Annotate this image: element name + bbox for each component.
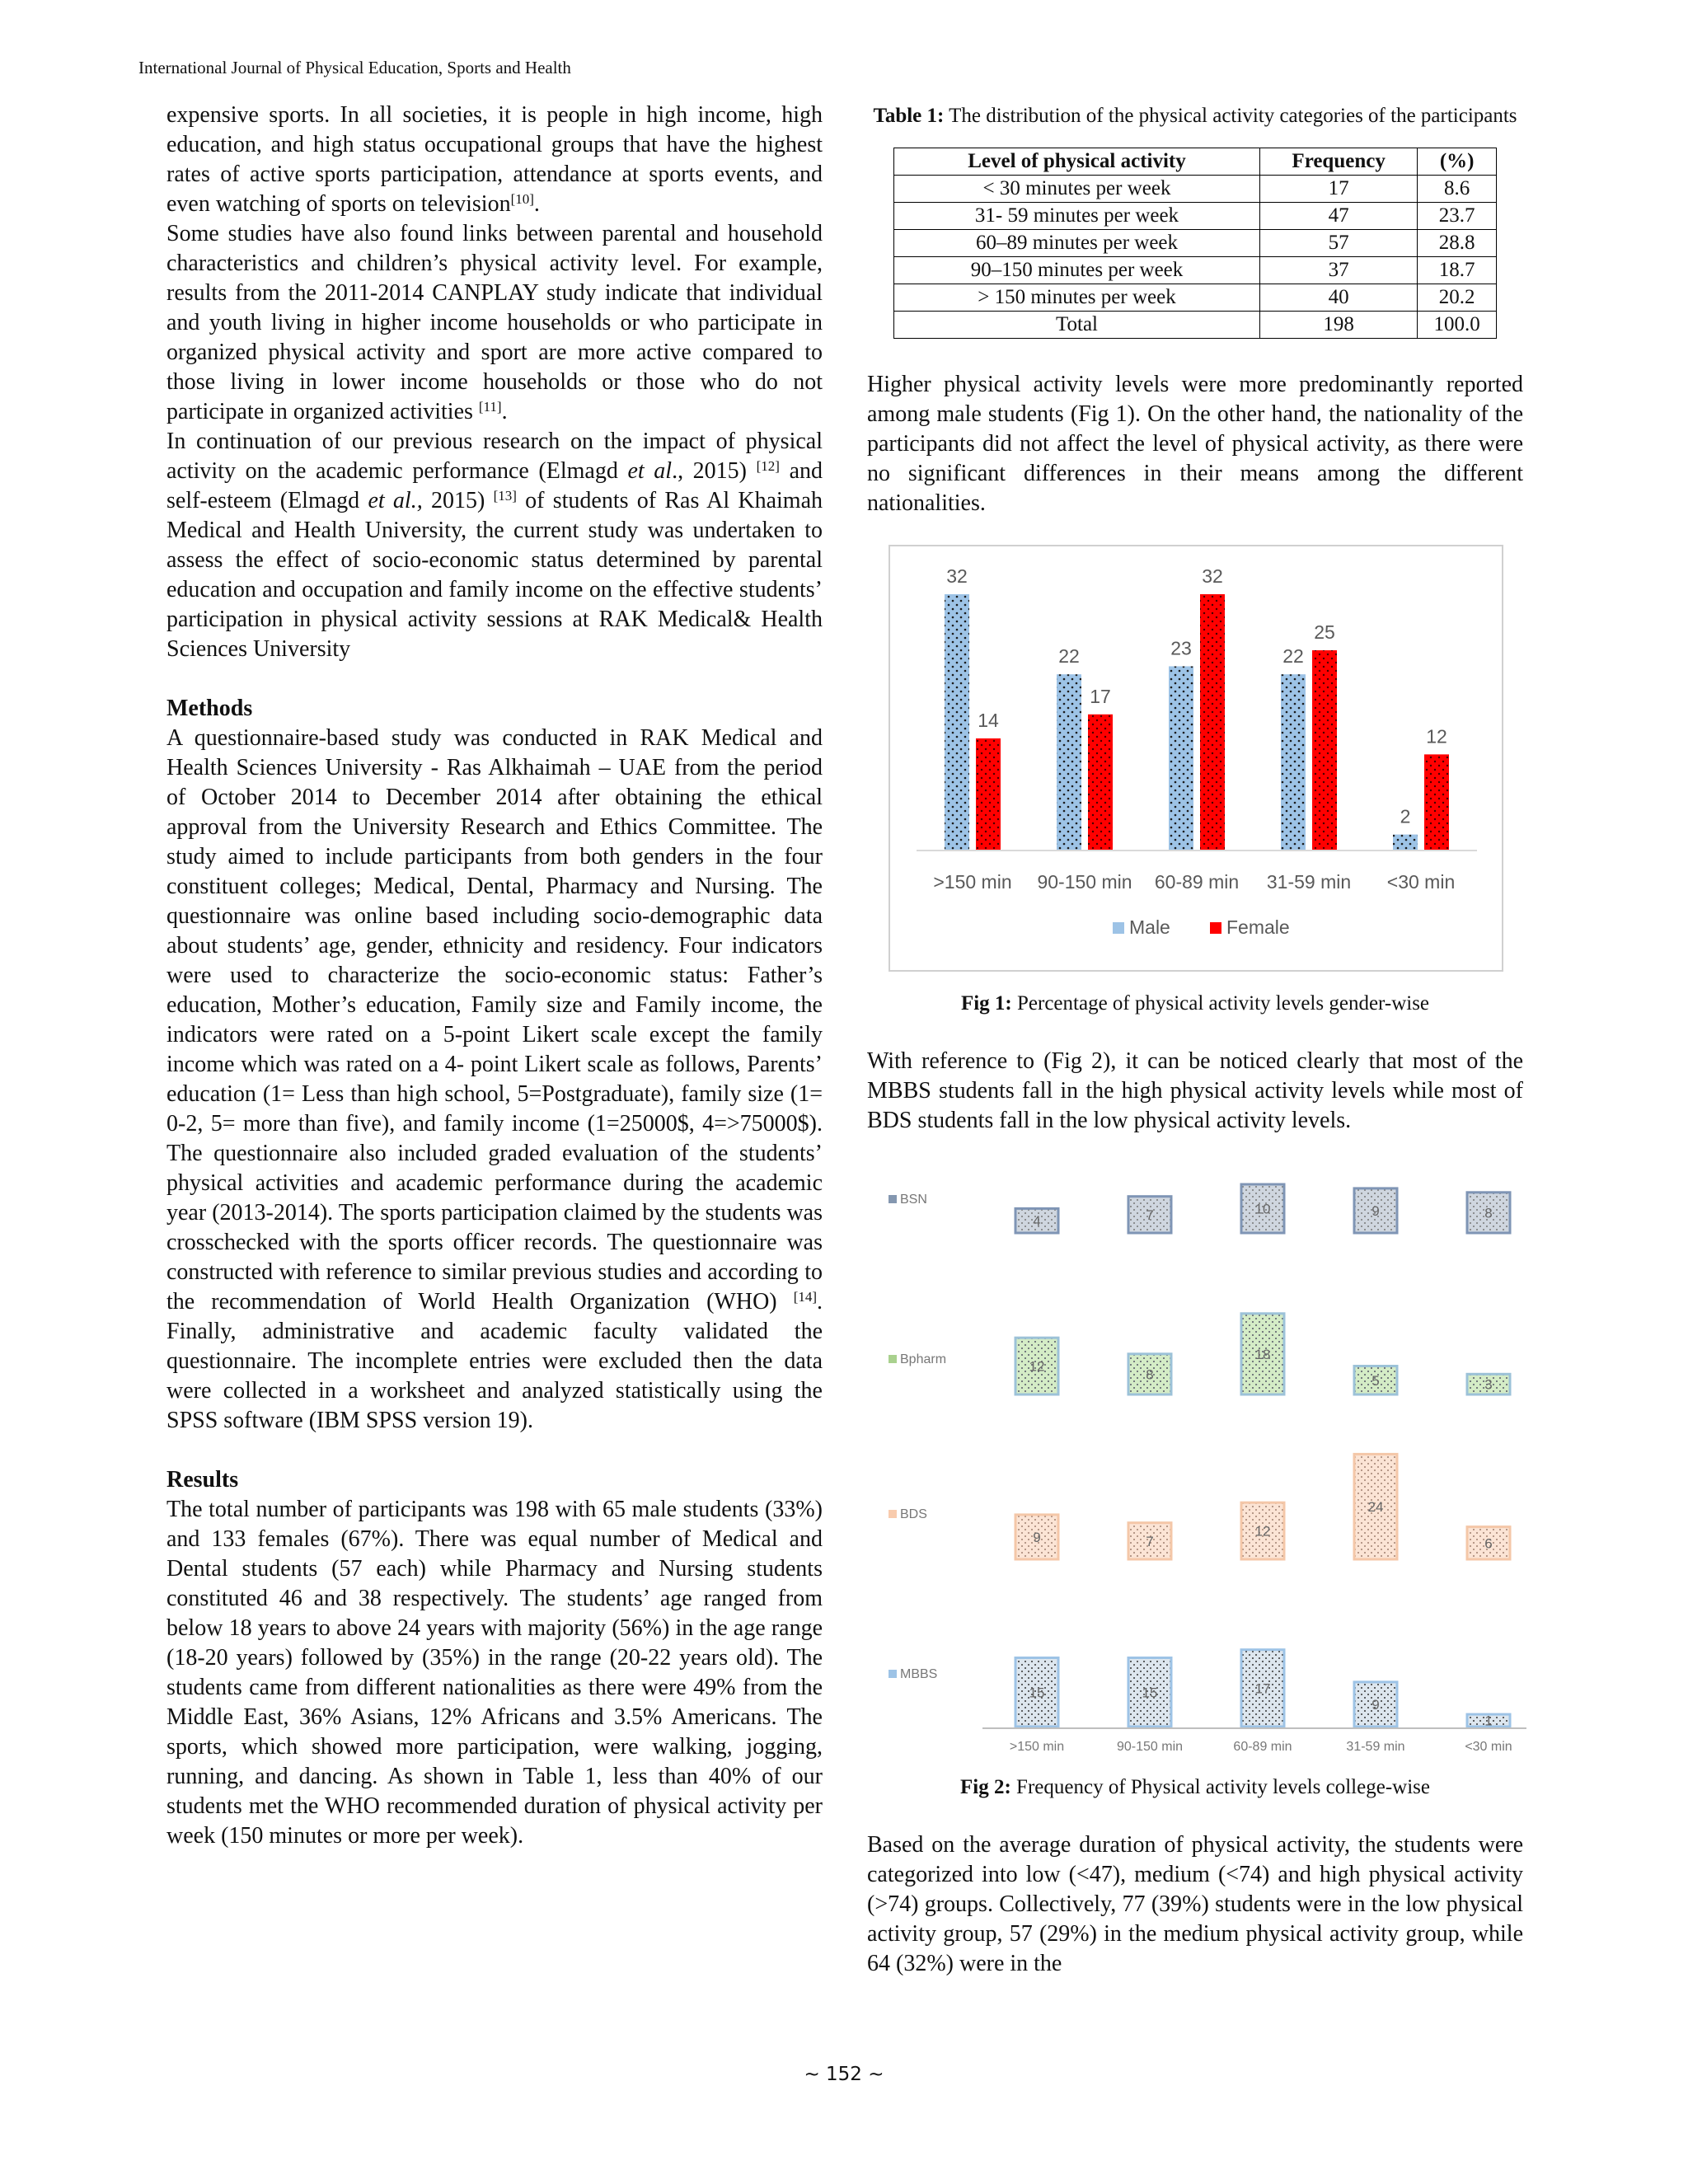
bar-female <box>976 738 1001 851</box>
table-cell: < 30 minutes per week <box>894 176 1260 203</box>
data-label: 17 <box>1090 685 1111 707</box>
table-cell: 100.0 <box>1418 312 1497 339</box>
legend-label: Female <box>1226 916 1290 938</box>
citation: [12] <box>756 458 780 474</box>
page-number: ~ 152 ~ <box>804 2064 884 2085</box>
running-head: International Journal of Physical Education, Sports and Health <box>138 58 571 77</box>
paragraph-text: A questionnaire-based study was conducted in RAK Medical and Health Sciences University - Ras Alkhaimah – UAE from the period of October 2014 to December 2014 after obtaining the ethical approval from the University Research and Ethics Committee. The study aimed to include participants from both genders in the four constituent colleges; Medical, Dental, Pharmacy and Nursing. The questionnaire was online based including socio-demographic data about students’ age, gender, ethnicity and residency. Four indicators were used to characterize the socio-economic status: Father’s education, Mother’s education, Family size and Family income, the indicators were rated on a 5-point Likert scale except the family income which was rated on a 4- point Likert scale as follows, Parents’ education (1= Less than high school, 5=Postgraduate), family size (1= 0-2, 5= more than five), and family income (1=25000$, 4=>75000$). The questionnaire also included graded evaluation of the students’ physical activities and academic performance during the academic year (2013-2014). The sports participation claimed by the students was crosschecked with the sports officer records. The questionnaire was constructed with reference to similar previous studies and according to the recommendation of World Health Organization (WHO) <box>166 725 823 1315</box>
table-row <box>894 312 1497 339</box>
data-label: 4 <box>1033 1213 1041 1230</box>
legend-label: BSN <box>900 1193 927 1207</box>
paragraph-text: 2015) <box>430 488 485 513</box>
x-tick-label: 60-89 min <box>1154 871 1240 893</box>
legend-label: BDS <box>900 1507 927 1521</box>
figure-1 <box>889 545 1523 980</box>
paragraph-text: Some studies have also found links between parental and household characteristics and children’s physical activity level. For example, results from the 2011-2014 CANPLAY study indicate that individual and youth living in higher income households or who participate in organized physical activity and sport are more active compared to those living in lower income households or those who do not participate in organized activities <box>166 221 823 424</box>
data-label: 6 <box>1484 1535 1493 1552</box>
data-label: 24 <box>1367 1499 1384 1516</box>
right-column <box>867 101 1523 1979</box>
data-label: 1 <box>1484 1713 1493 1729</box>
data-label: 17 <box>1254 1680 1271 1697</box>
table-cell: 198 <box>1259 312 1417 339</box>
table-caption <box>867 102 1523 129</box>
citation: [14] <box>793 1289 818 1305</box>
data-label: 12 <box>1426 725 1447 748</box>
paragraph <box>166 724 823 1436</box>
caption-text: The distribution of the physical activity categories of the participants <box>949 105 1517 127</box>
paragraph-text: ., 2015) <box>672 458 748 484</box>
data-label: 25 <box>1314 621 1335 644</box>
data-label: 8 <box>1146 1366 1154 1383</box>
paragraph: Higher physical activity levels were more predominantly reported among male students (Fig 1). On the other hand, the nationality of the participants did not affect the level of physical activity, as there were no significant differences in their means among the different nationalities. <box>867 372 1523 516</box>
legend-swatch <box>889 1195 897 1203</box>
legend-swatch <box>889 1510 897 1518</box>
table-cell: 31- 59 minutes per week <box>894 203 1260 230</box>
data-label: 7 <box>1146 1533 1154 1549</box>
legend-swatch <box>889 1670 897 1678</box>
bar-male <box>1057 674 1081 851</box>
data-label: 32 <box>1202 565 1223 587</box>
data-label: 22 <box>1282 645 1304 668</box>
table-cell: 8.6 <box>1418 176 1497 203</box>
bar-female <box>1088 715 1113 851</box>
figure-2-caption <box>867 1774 1523 1801</box>
bar-male <box>1281 674 1306 851</box>
paragraph-text: . <box>533 191 540 217</box>
data-label: 2 <box>1400 805 1411 827</box>
table-cell: 17 <box>1259 176 1417 203</box>
paragraph-text: and self-esteem (Elmagd <box>166 458 823 513</box>
data-label: 3 <box>1484 1376 1493 1393</box>
column-header: Level of physical activity <box>894 148 1260 176</box>
caption-text: Frequency of Physical activity levels college-wise <box>1016 1776 1430 1798</box>
legend-swatch <box>1113 922 1124 934</box>
citation: [10] <box>510 191 534 207</box>
bar-male <box>1169 666 1193 851</box>
citation: [13] <box>493 488 517 504</box>
table-cell: 28.8 <box>1418 230 1497 257</box>
x-tick-label: <30 min <box>1465 1740 1512 1754</box>
data-label: 10 <box>1254 1201 1271 1217</box>
paragraph-text: In continuation of our previous research on the impact of physical activity on the academic performance (Elmagd <box>166 429 823 484</box>
data-label: 9 <box>1372 1202 1380 1219</box>
paragraph-text: . Finally, administrative and academic faculty validated the questionnaire. The incomplete entries were excluded then the data were collected in a worksheet and analyzed statistically using the SPSS software (IBM SPSS version 19). <box>166 1289 823 1433</box>
table-cell: 90–150 minutes per week <box>894 257 1260 284</box>
x-tick-label: >150 min <box>1009 1740 1065 1754</box>
section-heading-results: Results <box>166 1467 239 1493</box>
bar-male <box>945 594 969 851</box>
x-tick-label: >150 min <box>933 871 1012 893</box>
x-tick-label: 90-150 min <box>1116 1740 1184 1754</box>
italic-text: et al., <box>368 488 423 513</box>
caption-label: Table 1: <box>873 105 945 127</box>
data-label: 15 <box>1029 1685 1045 1701</box>
paragraph-text: expensive sports. In all societies, it is people in high income, high education, and high status occupational groups that have the highest rates of active sports participation, attendance at sports events, and even watching of sports on television <box>166 102 823 217</box>
paragraph-text: . <box>501 399 508 424</box>
table-row <box>894 176 1497 203</box>
data-label: 7 <box>1146 1207 1154 1223</box>
caption-label: Fig 1: <box>960 992 1012 1015</box>
legend-label: Bpharm <box>900 1352 947 1366</box>
section-heading-methods: Methods <box>166 696 253 721</box>
table-row <box>894 230 1497 257</box>
x-tick-label: 31-59 min <box>1266 871 1352 893</box>
fig1-chart <box>889 545 1503 972</box>
x-tick-label: <30 min <box>1386 871 1456 893</box>
x-tick-label: 31-59 min <box>1346 1740 1405 1754</box>
table-row <box>894 203 1497 230</box>
legend-swatch <box>1210 922 1221 934</box>
figure-2 <box>875 1155 1523 1774</box>
table-header-row <box>894 148 1497 176</box>
table-cell: 37 <box>1259 257 1417 284</box>
data-label: 9 <box>1033 1529 1041 1545</box>
bar-female <box>1200 594 1225 851</box>
table-cell: 57 <box>1259 230 1417 257</box>
data-label: 15 <box>1142 1685 1158 1701</box>
data-label: 12 <box>1029 1358 1045 1375</box>
data-label: 8 <box>1484 1205 1493 1221</box>
paragraph: With reference to (Fig 2), it can be noticed clearly that most of the MBBS students fall in the high physical activity levels while most of BDS students fall in the low physical activity levels. <box>867 1048 1523 1133</box>
table-cell: 18.7 <box>1418 257 1497 284</box>
table-row <box>894 284 1497 312</box>
table-cell: > 150 minutes per week <box>894 284 1260 312</box>
data-label: 23 <box>1170 637 1192 659</box>
figure-1-caption <box>867 990 1523 1017</box>
table-cell: 23.7 <box>1418 203 1497 230</box>
paragraph-text: of students of Ras Al Khaimah Medical and Health University, the current study was undertaken to assess the effect of socio-economic status determined by parental education and occupation and family income on the effective students’ participation in physical activity sessions at RAK Medical& Health Sciences University <box>166 488 823 662</box>
italic-text: et al <box>627 458 673 484</box>
bar-female <box>1312 650 1337 851</box>
x-tick-label: 90-150 min <box>1037 871 1132 893</box>
left-column <box>166 101 823 1851</box>
paragraph: The total number of participants was 198 with 65 male students (33%) and 133 females (67%). There was equal number of Medical and Dental students (57 each) while Pharmacy and Nursing students constituted 46 and 38 respectively. The students’ age ranged from below 18 years to above 24 years with majority (56%) in the age range (18-20 years) followed by (35%) in the range (20-22 years old). The students came from different nationalities as there were 49% from the Middle East, 36% Asians, 12% Africans and 3.5% Americans. The sports, which showed more participation, were walking, jogging, running, and dancing. As shown in Table 1, less than 40% of our students met the WHO recommended duration of physical activity per week (150 minutes or more per week). <box>166 1497 823 1849</box>
data-label: 5 <box>1372 1372 1380 1389</box>
data-label: 18 <box>1254 1346 1271 1362</box>
data-label: 12 <box>1254 1523 1271 1540</box>
legend-label: Male <box>1129 916 1170 938</box>
table-row <box>894 257 1497 284</box>
caption-text: Percentage of physical activity levels gender-wise <box>1017 992 1430 1015</box>
caption-label: Fig 2: <box>960 1776 1011 1798</box>
table-cell: 47 <box>1259 203 1417 230</box>
column-header: Frequency <box>1259 148 1417 176</box>
data-label: 14 <box>978 709 999 731</box>
table-cell: 20.2 <box>1418 284 1497 312</box>
column-header: (%) <box>1418 148 1497 176</box>
fig2-chart <box>875 1155 1526 1765</box>
paragraph: Based on the average duration of physical activity, the students were categorized into low (<47), medium (<74) and high physical activity (>74) groups. Collectively, 77 (39%) students were in the low physical activity group, 57 (29%) in the medium physical activity group, while 64 (32%) were in the <box>867 1832 1523 1976</box>
table-cell: 60–89 minutes per week <box>894 230 1260 257</box>
bar-male <box>1393 835 1418 851</box>
data-table <box>893 148 1497 339</box>
paragraph <box>166 101 823 219</box>
bar-female <box>1424 754 1449 851</box>
paragraph <box>166 219 823 427</box>
x-tick-label: 60-89 min <box>1233 1740 1292 1754</box>
legend-swatch <box>889 1355 897 1363</box>
paragraph <box>166 427 823 664</box>
data-label: 9 <box>1372 1696 1380 1713</box>
citation: [11] <box>478 399 502 415</box>
legend-label: MBBS <box>900 1667 938 1681</box>
table-cell: Total <box>894 312 1260 339</box>
table-cell: 40 <box>1259 284 1417 312</box>
data-label: 22 <box>1058 645 1080 668</box>
data-label: 32 <box>946 565 968 587</box>
